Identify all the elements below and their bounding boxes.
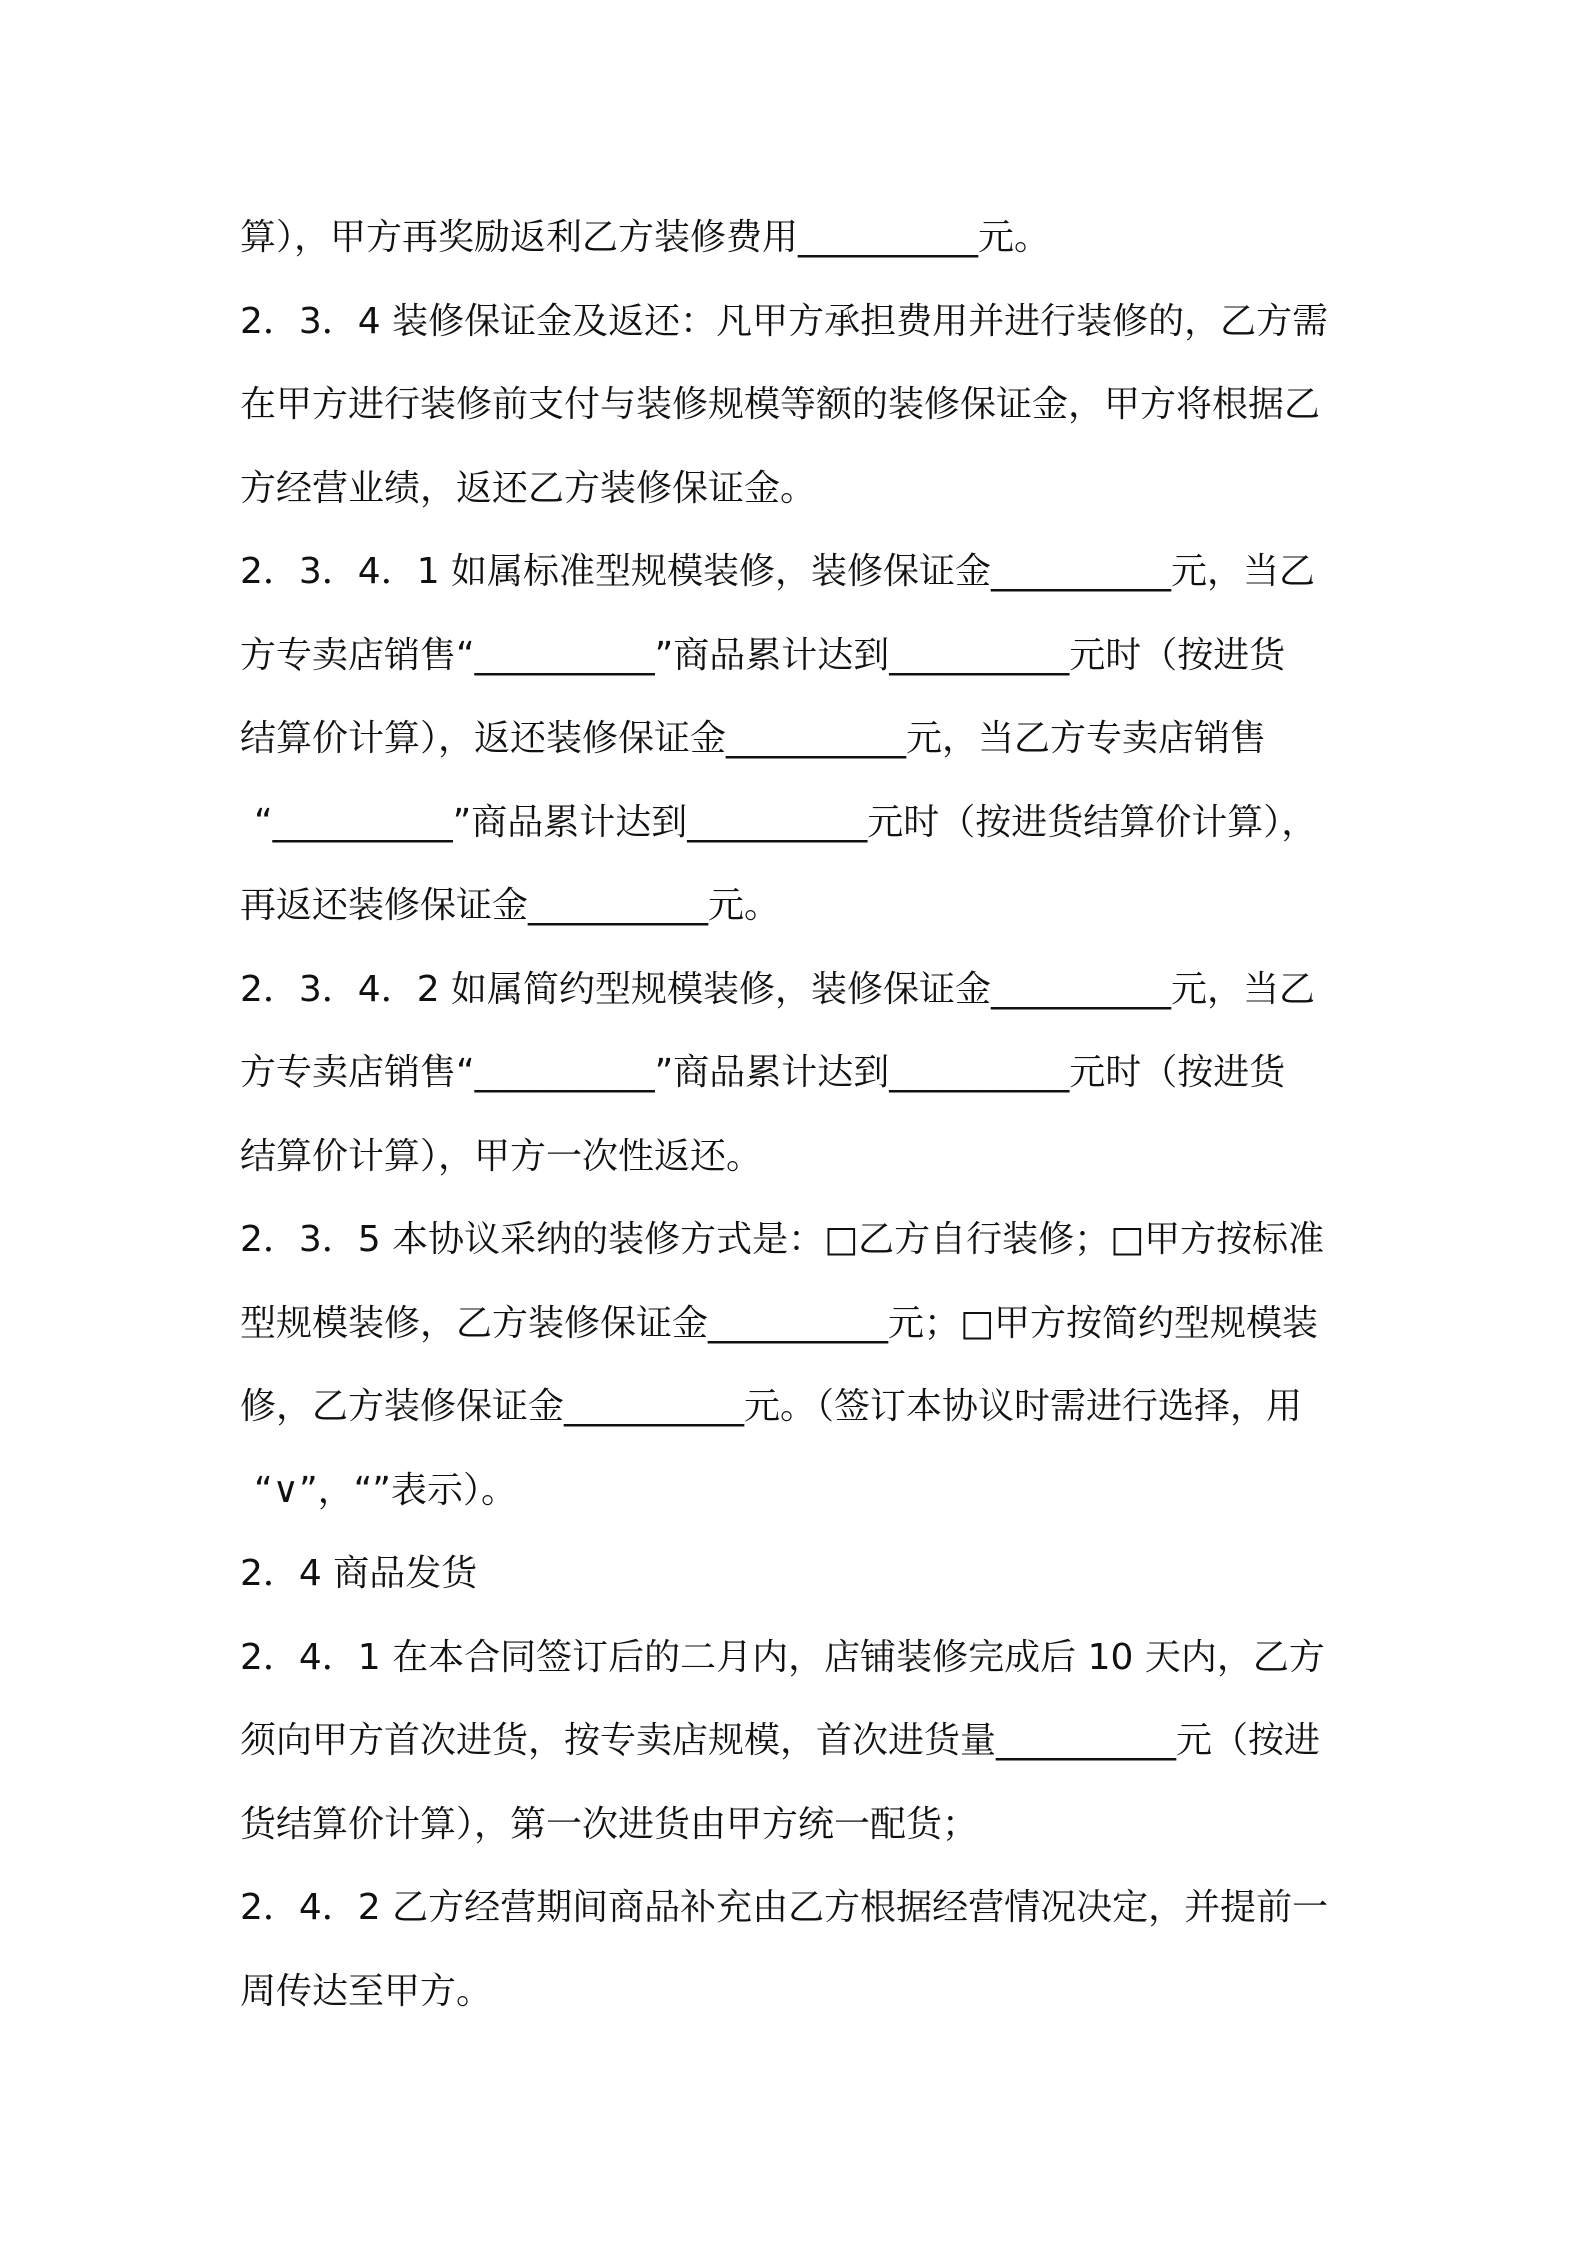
text-line: 货结算价计算），第一次进货由甲方统一配货； — [240, 1803, 979, 1845]
text-line: 2．3．4 装修保证金及返还：凡甲方承担费用并进行装修的，乙方需 — [240, 300, 1329, 342]
text-line: 方专卖店销售“__________”商品累计达到__________元时（按进货 — [240, 1052, 1286, 1093]
text-line: “∨”，“”表示）。 — [254, 1469, 517, 1511]
text-line: 须向甲方首次进货，按专卖店规模，首次进货量__________元（按进 — [240, 1720, 1321, 1761]
text-line: 修，乙方装修保证金__________元。（签订本协议时需进行选择，用 — [240, 1386, 1303, 1427]
text-line: 周传达至甲方。 — [240, 1970, 493, 2012]
text-line: 2．3．5 本协议采纳的装修方式是：□乙方自行装修；□甲方按标准 — [240, 1219, 1325, 1260]
text-line: 在甲方进行装修前支付与装修规模等额的装修保证金，甲方将根据乙 — [240, 384, 1321, 425]
text-line: 型规模装修，乙方装修保证金__________元；□甲方按简约型规模装 — [240, 1302, 1319, 1344]
text-line: 结算价计算），返还装修保证金__________元，当乙方专卖店销售 — [240, 718, 1267, 759]
text-line: 2．4．1 在本合同签订后的二月内，店铺装修完成后 10 天内，乙方 — [240, 1636, 1325, 1678]
text-line: 再返还装修保证金__________元。 — [240, 885, 781, 926]
text-line: 2．3．4．2 如属简约型规模装修，装修保证金__________元，当乙 — [240, 968, 1316, 1010]
text-line: 算），甲方再奖励返利乙方装修费用__________元。 — [240, 217, 1051, 258]
text-line: 方经营业绩，返还乙方装修保证金。 — [240, 467, 817, 509]
text-line: 2．3．4．1 如属标准型规模装修，装修保证金__________元，当乙 — [240, 551, 1316, 592]
text-line: 2．4．2 乙方经营期间商品补充由乙方根据经营情况决定，并提前一 — [240, 1887, 1329, 1928]
document-body — [240, 196, 1360, 2033]
text-line: 方专卖店销售“__________”商品累计达到__________元时（按进货 — [240, 634, 1286, 676]
section-heading: 2．4 商品发货 — [240, 1553, 478, 1594]
text-line: 结算价计算），甲方一次性返还。 — [240, 1135, 763, 1177]
text-line: “__________”商品累计达到__________元时（按进货结算价计算）， — [254, 801, 1318, 843]
